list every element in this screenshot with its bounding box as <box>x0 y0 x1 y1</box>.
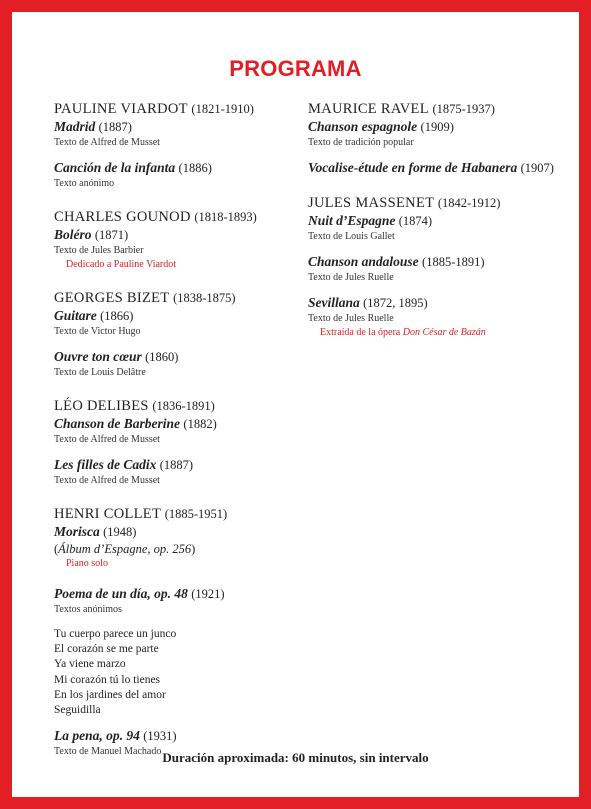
work-note: Dedicado a Pauline Viardot <box>66 259 177 270</box>
work-text-credit: Texto de Jules Barbier <box>54 245 144 256</box>
work-item <box>308 159 574 177</box>
list-item: Mi corazón tú lo tienes <box>54 673 161 686</box>
work-item <box>54 456 304 488</box>
work-text-credit: Texto de Alfred de Musset <box>54 137 160 148</box>
work-title: Morisca <box>54 524 100 539</box>
work-item <box>54 159 304 191</box>
work-year: (1948) <box>103 525 137 539</box>
page-title: PROGRAMA <box>229 56 362 81</box>
work-item <box>308 294 574 340</box>
work-title: Chanson espagnole <box>308 119 418 134</box>
work-text-credit: Texto de Jules Ruelle <box>308 272 394 283</box>
work-text-credit: Texto de Jules Ruelle <box>308 313 394 324</box>
work-text-credit: Texto de Alfred de Musset <box>54 475 160 486</box>
work-year: (1931) <box>143 729 177 744</box>
composer-viardot <box>54 100 304 191</box>
work-note: Piano solo <box>66 558 108 569</box>
list-item: Ya viene marzo <box>54 658 126 671</box>
work-title: Les filles de Cadix <box>54 457 157 472</box>
list-item: En los jardines del amor <box>54 688 166 701</box>
list-item: Seguidilla <box>54 704 101 717</box>
work-title: Chanson de Barberine <box>54 416 181 431</box>
work-year: (1921) <box>191 587 225 601</box>
work-title: Chanson andalouse <box>308 254 419 269</box>
composer-name: CHARLES GOUNOD (1818-1893) <box>54 209 257 225</box>
work-year: (1887) <box>159 458 194 472</box>
left-column <box>54 100 304 759</box>
work-text-credit: Texto anónimo <box>54 178 115 189</box>
work-title: La pena, op. 94 <box>54 728 140 744</box>
work-item <box>308 253 574 285</box>
composer-name: HENRI COLLET (1885-1951) <box>54 506 228 522</box>
program-page <box>12 12 579 797</box>
work-item <box>308 118 574 150</box>
work-year: (1874) <box>398 214 433 228</box>
list-item: El corazón se me parte <box>54 643 159 656</box>
work-year: (1871) <box>94 228 129 242</box>
composer-name: MAURICE RAVEL (1875-1937) <box>308 101 495 117</box>
work-year: (1882) <box>183 417 217 431</box>
composer-massenet <box>308 194 574 340</box>
work-text-credit: Texto de Alfred de Musset <box>54 434 160 445</box>
work-title: Madrid <box>54 119 96 134</box>
work-title: Guitare <box>54 308 97 323</box>
work-text-credit: Texto de tradición popular <box>308 137 414 148</box>
work-title: Nuit d’Espagne <box>308 213 396 228</box>
composer-gounod <box>54 208 304 272</box>
work-item <box>54 348 304 380</box>
composer-name: LÉO DELIBES (1836-1891) <box>54 398 215 414</box>
work-text-credit: Texto de Victor Hugo <box>54 326 141 337</box>
right-column <box>308 100 574 340</box>
work-note: Extraída de la ópera Don César de Bazán <box>320 327 486 338</box>
composer-name: GEORGES BIZET (1838-1875) <box>54 290 236 306</box>
composer-ravel <box>308 100 574 177</box>
work-item <box>54 415 304 447</box>
work-year: (1909) <box>420 120 454 134</box>
work-item <box>54 226 304 272</box>
work-year: (1907) <box>520 161 554 175</box>
work-title: Canción de la infanta <box>54 160 176 175</box>
work-year: (1866) <box>100 309 134 323</box>
composer-name: JULES MASSENET (1842-1912) <box>308 195 501 211</box>
work-item <box>54 523 304 571</box>
work-item <box>54 585 304 718</box>
work-title: Boléro <box>54 227 92 242</box>
work-item <box>308 212 574 244</box>
work-title: Ouvre ton cœur <box>54 349 142 364</box>
composer-name: PAULINE VIARDOT (1821-1910) <box>54 101 254 117</box>
work-year: (1885-1891) <box>422 255 485 269</box>
work-year: (1860) <box>145 350 179 364</box>
work-album: (Álbum d’Espagne, op. 256) <box>54 542 196 556</box>
duration-footer: Duración aproximada: 60 minutos, sin intervalo <box>162 750 429 765</box>
work-year: (1886) <box>178 161 212 175</box>
composer-bizet <box>54 289 304 380</box>
work-item <box>54 118 304 150</box>
work-year: (1872, 1895) <box>363 296 428 310</box>
composer-collet <box>54 505 304 759</box>
work-text-credit: Texto de Manuel Machado <box>54 746 162 758</box>
composer-delibes <box>54 397 304 488</box>
work-title: Sevillana <box>308 295 360 310</box>
list-item: Tu cuerpo parece un junco <box>54 628 177 640</box>
work-item <box>54 307 304 339</box>
song-list <box>54 627 304 718</box>
work-year: (1887) <box>98 120 132 134</box>
work-title: Poema de un día, op. 48 <box>54 586 188 601</box>
work-text-credit: Texto de Louis Delâtre <box>54 367 146 378</box>
work-title: Vocalise-étude en forme de Habanera <box>308 160 518 175</box>
work-text-credit: Textos anónimos <box>54 604 122 615</box>
work-text-credit: Texto de Louis Gallet <box>308 231 395 242</box>
